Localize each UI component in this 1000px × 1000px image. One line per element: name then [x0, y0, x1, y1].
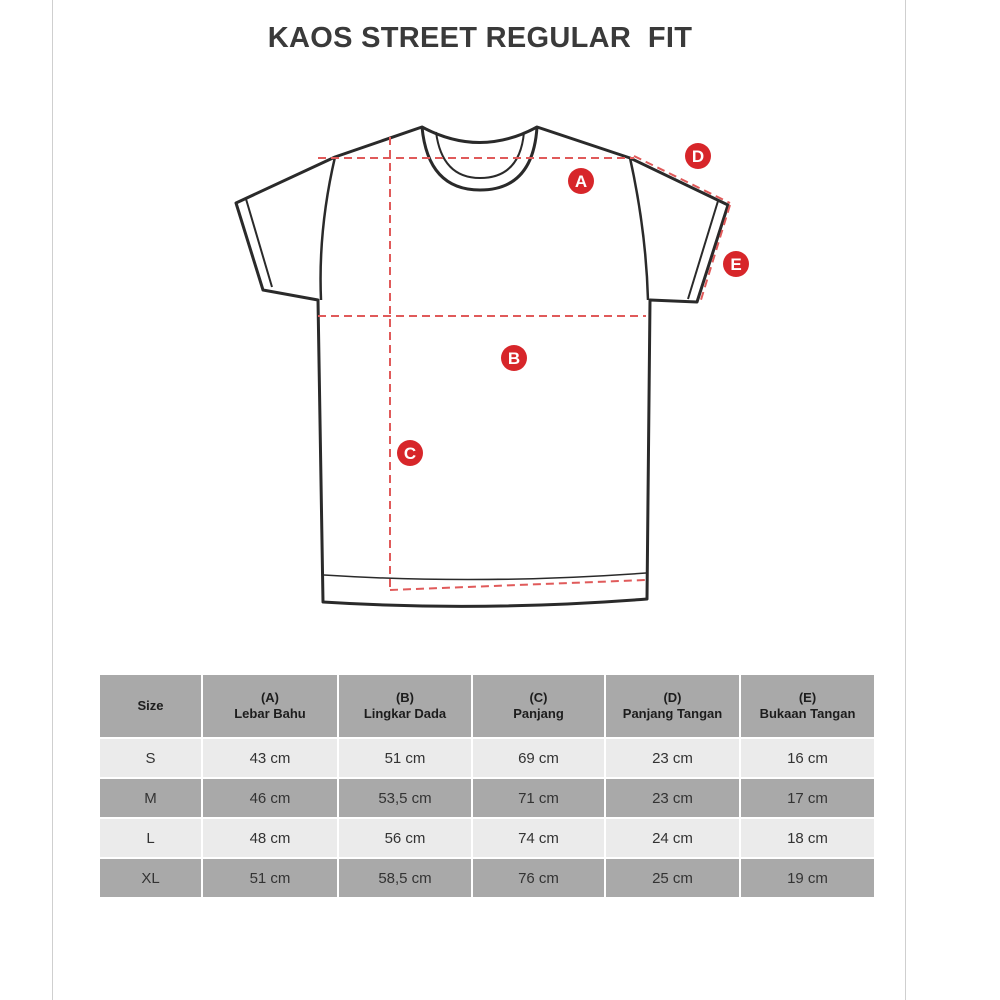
marker-c [397, 440, 423, 466]
size-table [100, 675, 874, 899]
header-label: Lebar Bahu [234, 706, 306, 721]
header-size [100, 675, 202, 738]
table-row [100, 738, 874, 778]
size-table-header [100, 675, 874, 738]
header-lebar-bahu [202, 675, 338, 738]
header-code: (D) [663, 690, 682, 705]
header-code: (B) [395, 690, 415, 705]
cell-size: L [100, 818, 202, 858]
cell-lingkar-dada: 58,5 cm [338, 858, 472, 898]
cell-lingkar-dada: 53,5 cm [338, 778, 472, 818]
cell-lebar-bahu: 51 cm [202, 858, 338, 898]
cell-lingkar-dada: 51 cm [338, 738, 472, 778]
cell-panjang: 71 cm [472, 778, 605, 818]
cell-lingkar-dada: 56 cm [338, 818, 472, 858]
tshirt-outline [236, 127, 728, 606]
marker-e [723, 251, 749, 277]
table-row [100, 818, 874, 858]
cell-panjang-tangan: 23 cm [605, 778, 740, 818]
cell-bukaan-tangan: 18 cm [740, 818, 874, 858]
header-code: (C) [529, 690, 548, 705]
header-label: Panjang Tangan [622, 706, 723, 721]
table-row [100, 858, 874, 898]
cell-lebar-bahu: 43 cm [202, 738, 338, 778]
cell-lebar-bahu: 46 cm [202, 778, 338, 818]
cell-size: XL [100, 858, 202, 898]
cell-size: S [100, 738, 202, 778]
cell-bukaan-tangan: 17 cm [740, 778, 874, 818]
cell-lebar-bahu: 48 cm [202, 818, 338, 858]
cell-panjang-tangan: 25 cm [605, 858, 740, 898]
marker-e-label: E [730, 255, 742, 274]
header-panjang-tangan [605, 675, 740, 738]
header-panjang [472, 675, 605, 738]
page-title: KAOS STREET REGULAR FIT [267, 22, 693, 54]
marker-d [685, 143, 711, 169]
header-lingkar-dada [338, 675, 472, 738]
cell-panjang-tangan: 23 cm [605, 738, 740, 778]
header-size-label: Size [137, 698, 164, 713]
cell-panjang: 69 cm [472, 738, 605, 778]
header-label: Bukaan Tangan [759, 706, 856, 721]
header-code: (E) [798, 690, 817, 705]
header-code: (A) [260, 690, 280, 705]
cell-bukaan-tangan: 16 cm [740, 738, 874, 778]
cell-panjang-tangan: 24 cm [605, 818, 740, 858]
marker-a [568, 168, 594, 194]
marker-d-label: D [691, 147, 705, 166]
header-label: Panjang [513, 706, 564, 721]
marker-b [501, 345, 527, 371]
cell-panjang: 76 cm [472, 858, 605, 898]
header-bukaan-tangan [740, 675, 874, 738]
marker-c-label: C [403, 444, 417, 463]
cell-size: M [100, 778, 202, 818]
cell-bukaan-tangan: 19 cm [740, 858, 874, 898]
header-label: Lingkar Dada [363, 706, 447, 721]
marker-b-label: B [507, 349, 521, 368]
cell-panjang: 74 cm [472, 818, 605, 858]
table-row [100, 778, 874, 818]
marker-a-label: A [574, 172, 588, 191]
